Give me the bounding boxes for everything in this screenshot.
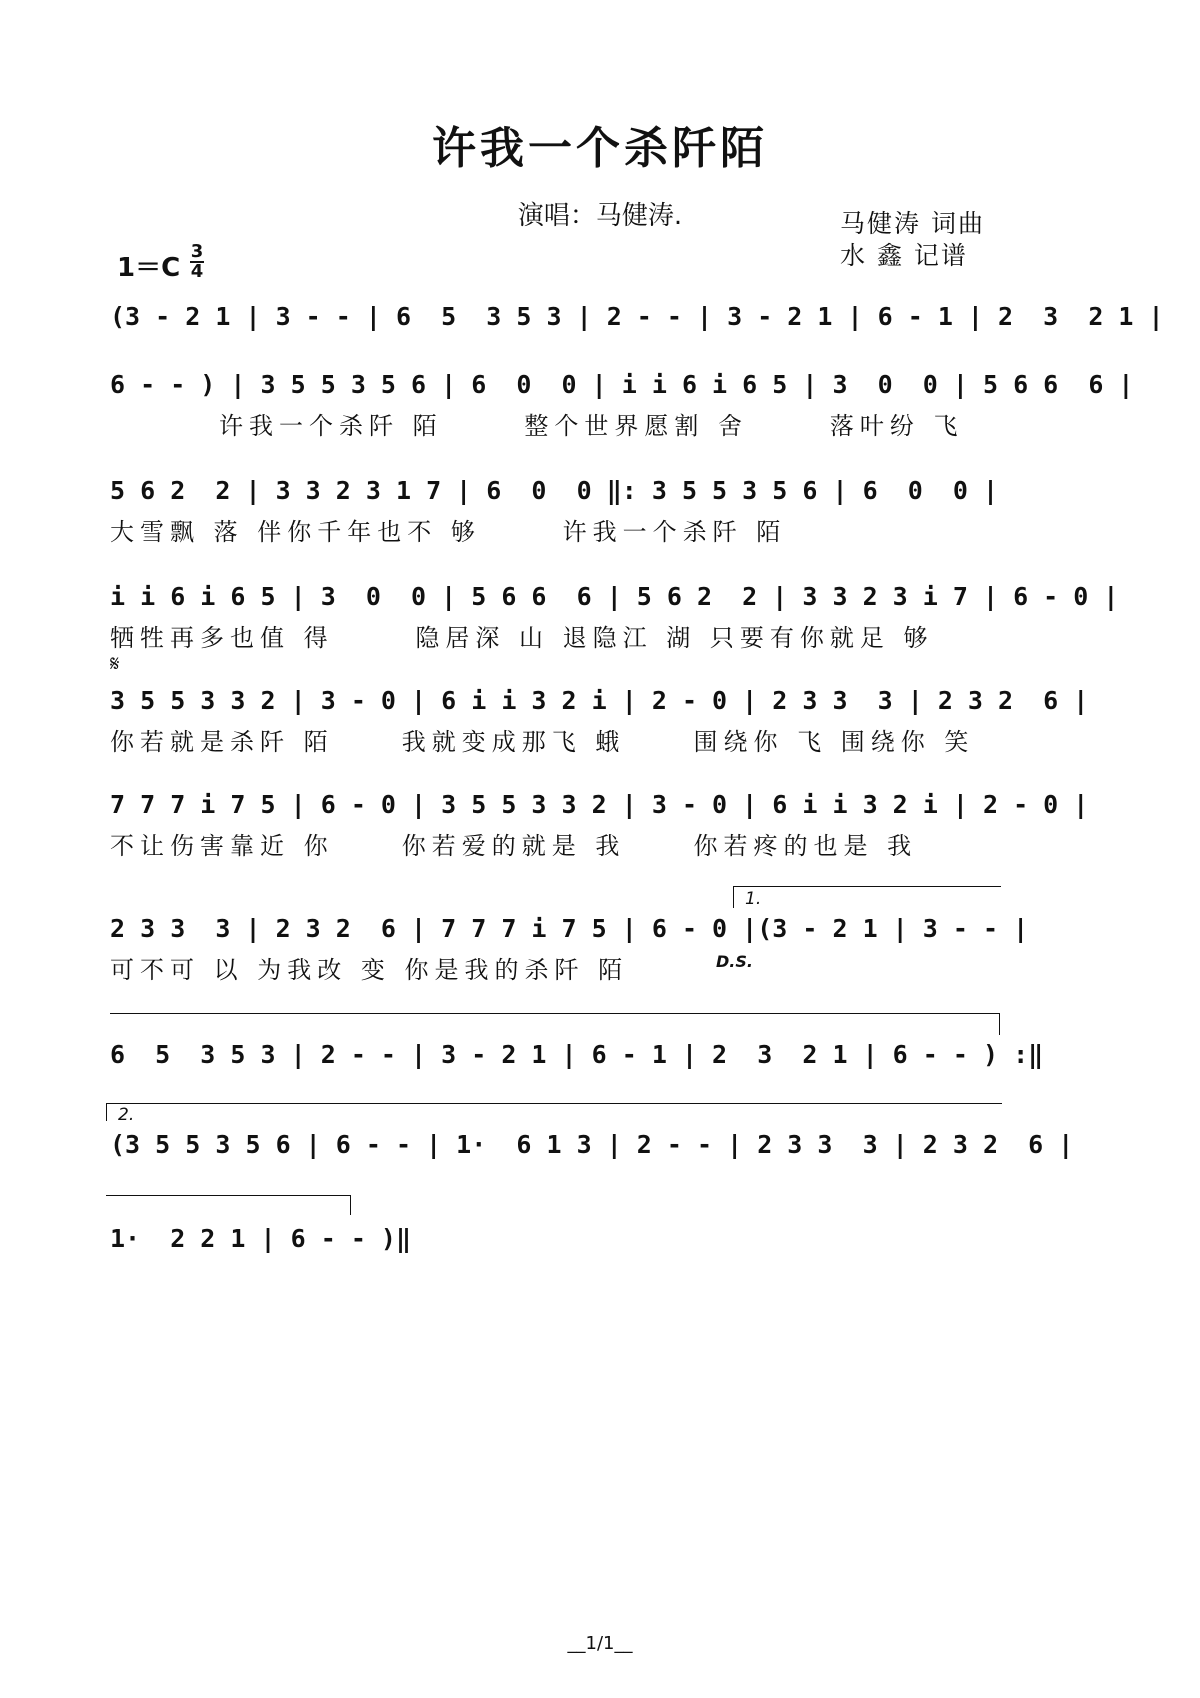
score-line-9: (3 5 5 3 5 6 | 6 - - | 1· 6 1 3 | 2 - - | 2 3 3 3 | 2 3 2 6 | [110, 1130, 1074, 1159]
time-signature-top: 3 [190, 241, 204, 262]
page-title: 许我一个杀阡陌 [432, 123, 768, 174]
score-line-3: 5 6 2 2 | 3 3 2 3 1 7 | 6 0 0 ‖: 3 5 5 3 5 6 | 6 0 0 | [110, 476, 999, 505]
ds-mark: D.S. [716, 952, 753, 971]
ending-2-label: 2. [118, 1105, 135, 1125]
ending-2-bracket [106, 1103, 1002, 1104]
score-line-5: 3 5 5 3 3 2 | 3 - 0 | 6 i i 3 2 i | 2 - 0 | 2 3 3 3 | 2 3 2 6 | [110, 686, 1089, 715]
ending-2-bracket-continued [106, 1195, 350, 1196]
lyric-line-7: 可不可 以 为我改 变 你是我的杀阡 陌 [110, 956, 629, 984]
score-line-1: (3 - 2 1 | 3 - - | 6 5 3 5 3 | 2 - - | 3 - 2 1 | 6 - 1 | 2 3 2 1 | [110, 302, 1164, 331]
lyric-line-6: 不让伤害靠近 你 你若爱的就是 我 你若疼的也是 我 [110, 832, 918, 860]
page-number: __1/1__ [567, 1633, 633, 1654]
score-line-8: 6 5 3 5 3 | 2 - - | 3 - 2 1 | 6 - 1 | 2 3 2 1 | 6 - - ) :‖ [110, 1040, 1044, 1069]
score-line-4: i i 6 i 6 5 | 3 0 0 | 5 6 6 6 | 5 6 2 2 | 3 3 2 3 i 7 | 6 - 0 | [110, 582, 1119, 611]
lyric-line-3: 大雪飘 落 伴你千年也不 够 许我一个杀阡 陌 [110, 518, 787, 546]
score-line-2: 6 - - ) | 3 5 5 3 5 6 | 6 0 0 | i i 6 i 6 5 | 3 0 0 | 5 6 6 6 | [110, 370, 1134, 399]
segno-mark: 𝄋 [110, 652, 120, 677]
lyric-line-2: 许我一个杀阡 陌 整个世界愿割 舍 落叶纷 飞 [110, 412, 964, 440]
time-signature [190, 243, 204, 281]
ending-2-bracket-right [350, 1195, 351, 1215]
score-line-10: 1· 2 2 1 | 6 - - )‖ [110, 1224, 412, 1253]
time-signature-bottom: 4 [190, 261, 204, 282]
key-signature: 1＝C [117, 253, 181, 283]
transcriber-credit: 水 鑫 记谱 [840, 241, 968, 270]
ending-1-bracket [733, 886, 1001, 887]
ending-1-bracket-continued [110, 1013, 1000, 1014]
lyric-line-4: 牺牲再多也值 得 隐居深 山 退隐江 湖 只要有你就足 够 [110, 624, 934, 652]
ending-1-label: 1. [745, 889, 762, 909]
singer-credit: 演唱：马健涛. [517, 201, 683, 231]
lyric-line-5: 你若就是杀阡 陌 我就变成那飞 蛾 围绕你 飞 围绕你 笑 [110, 728, 975, 756]
ending-1-bracket-right [999, 1013, 1000, 1035]
composer-credit: 马健涛 词曲 [840, 209, 985, 238]
ending-1-bracket-left [733, 886, 734, 908]
ending-2-bracket-left [106, 1103, 107, 1121]
score-line-6: 7 7 7 i 7 5 | 6 - 0 | 3 5 5 3 3 2 | 3 - 0 | 6 i i 3 2 i | 2 - 0 | [110, 790, 1089, 819]
score-line-7: 2 3 3 3 | 2 3 2 6 | 7 7 7 i 7 5 | 6 - 0 |(3 - 2 1 | 3 - - | [110, 914, 1029, 943]
